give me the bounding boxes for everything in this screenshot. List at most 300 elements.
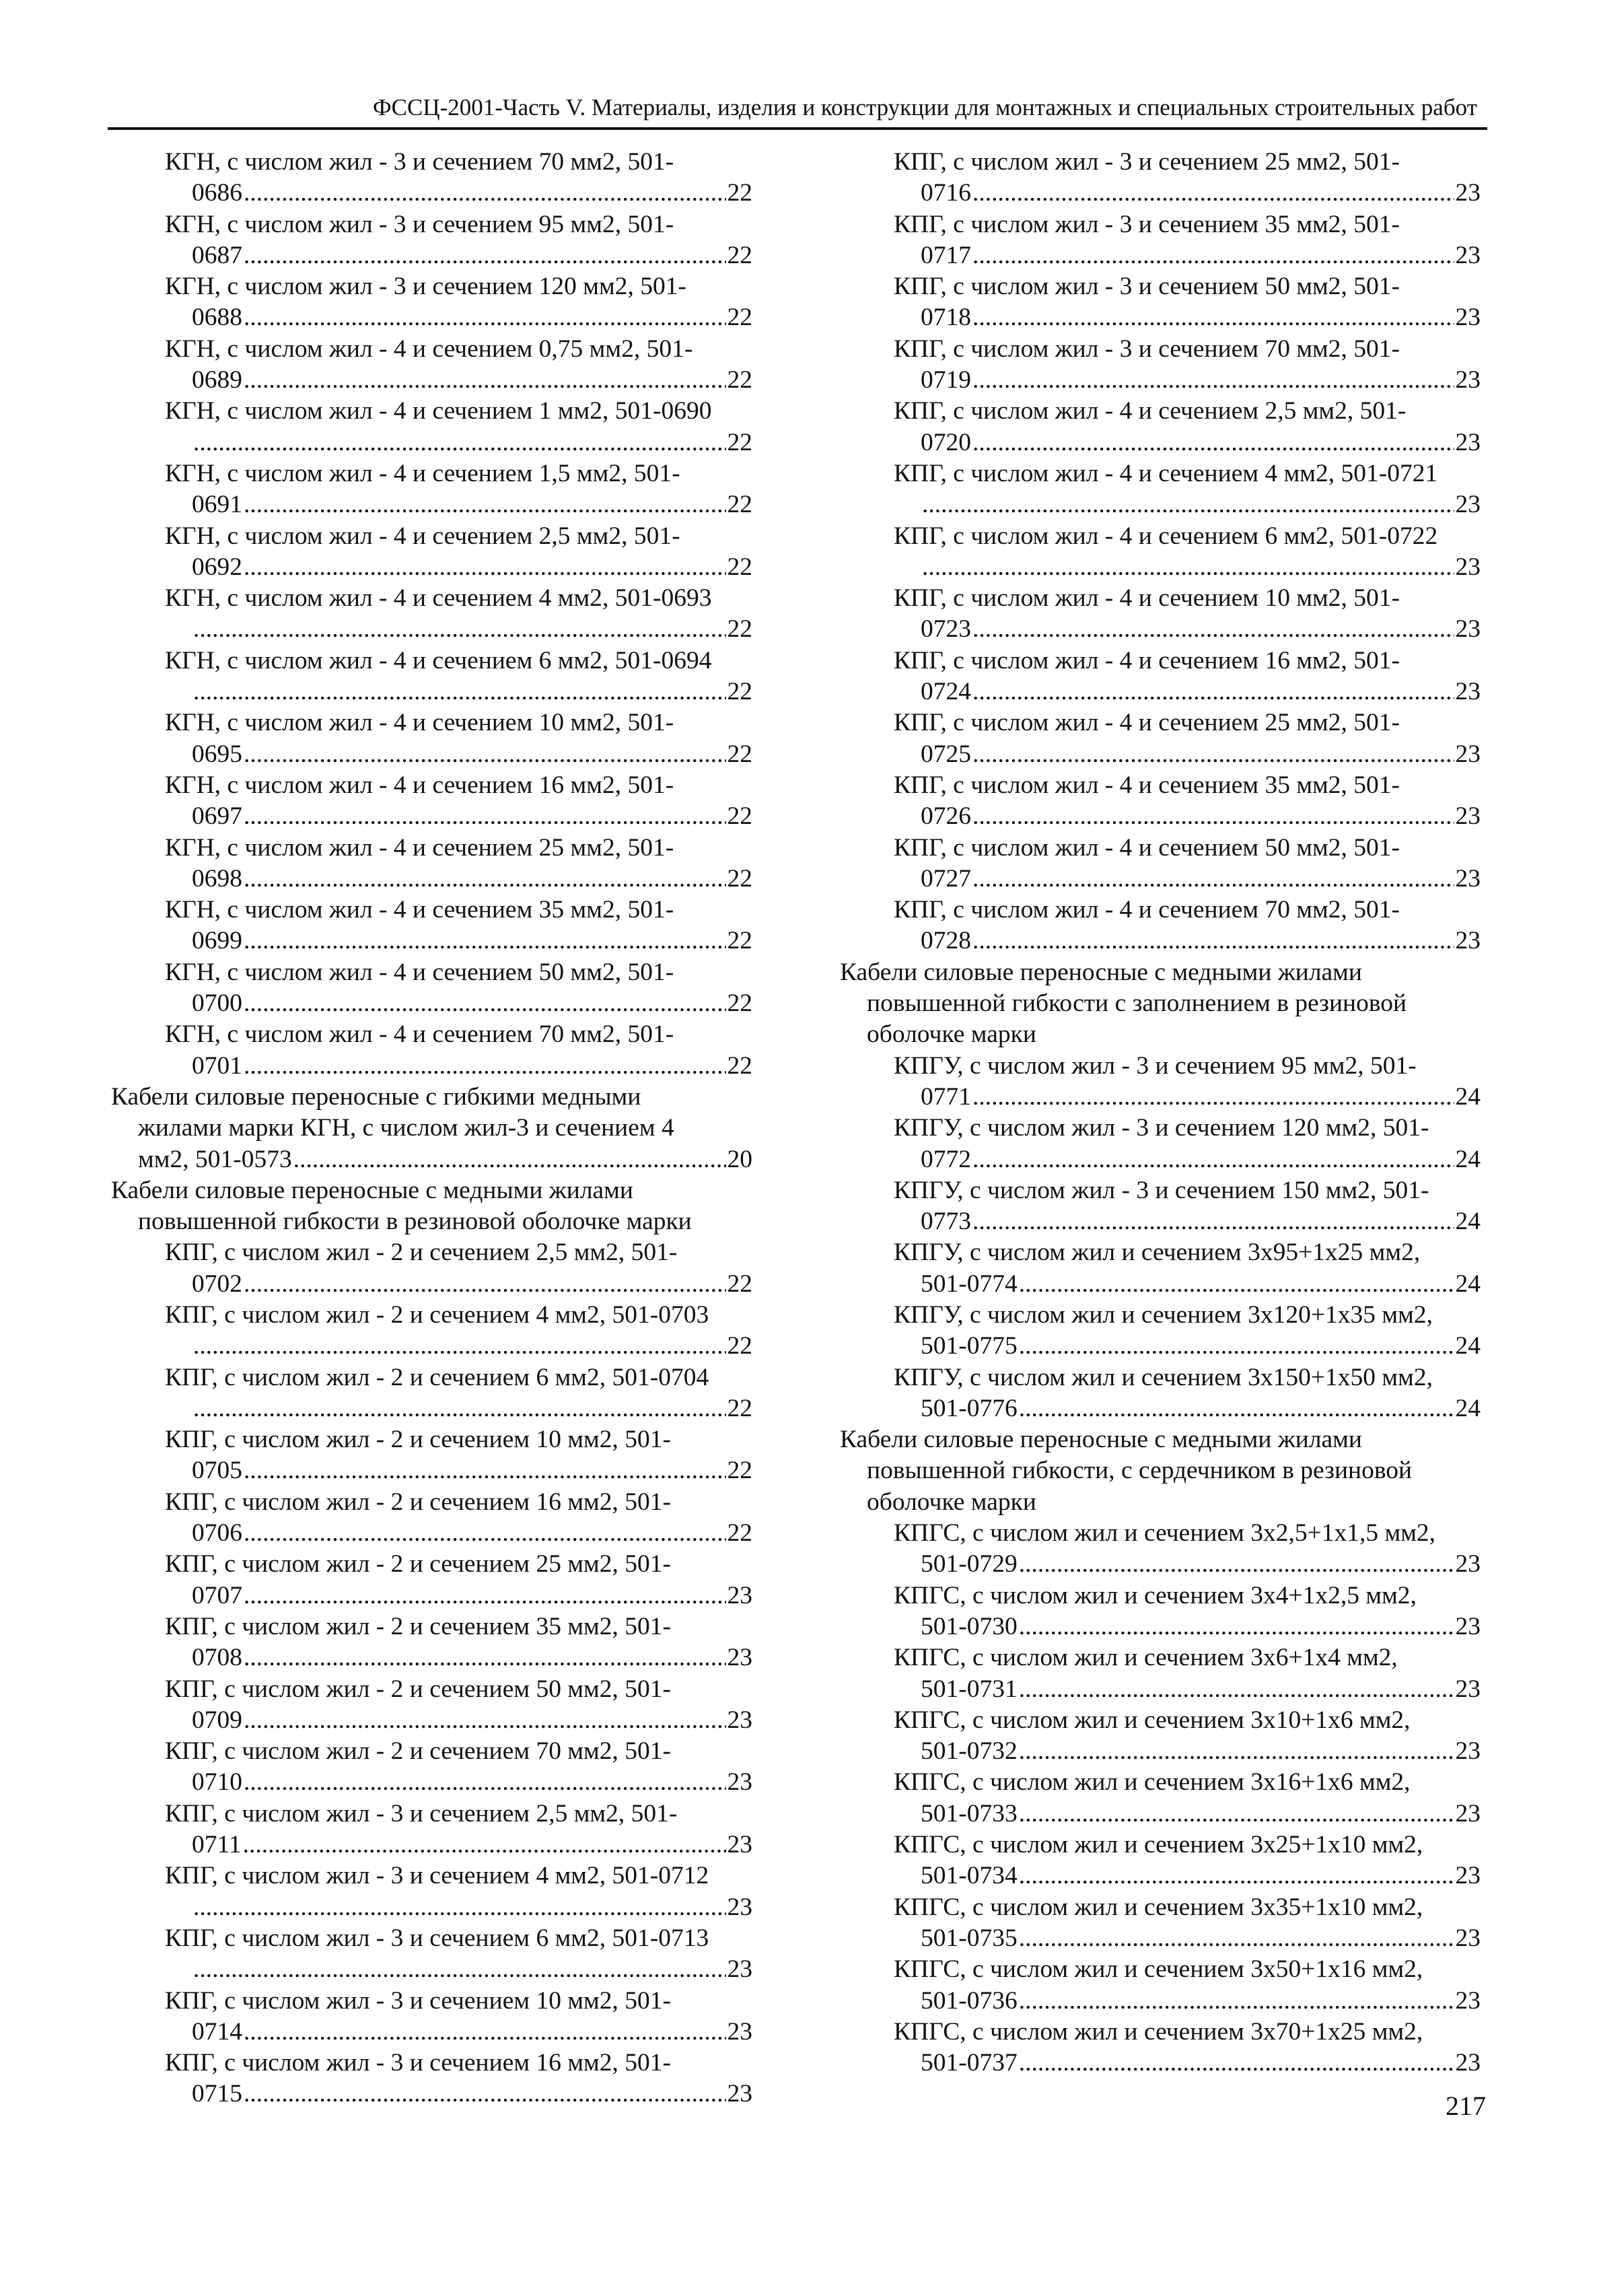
dot-leader <box>1019 1269 1454 1300</box>
entry-page: 24 <box>1455 1332 1481 1360</box>
category-last-line <box>111 1144 752 1175</box>
entry-code: 0698 <box>192 864 242 893</box>
entry-page: 23 <box>727 1581 752 1609</box>
entry-title: КПГ, с числом жил - 2 и сечением 4 мм2, 501-0703 <box>165 1300 709 1329</box>
entry-continuation <box>894 365 1481 396</box>
dot-leader <box>243 1830 726 1860</box>
dot-leader <box>193 1393 726 1424</box>
index-category <box>840 957 1481 1051</box>
dot-leader <box>244 1705 726 1736</box>
entry-continuation <box>165 2079 752 2110</box>
entry-page: 23 <box>1455 927 1481 955</box>
entry-page: 23 <box>1455 491 1481 519</box>
entry-code: 0720 <box>921 428 971 456</box>
entry-title: КПГ, с числом жил - 4 и сечением 70 мм2, 501- <box>894 896 1400 924</box>
page-number: 217 <box>1446 2091 1486 2121</box>
entry-title: КПГ, с числом жил - 3 и сечением 10 мм2, 501- <box>165 1986 672 2015</box>
entry-page: 22 <box>727 179 752 207</box>
entry-page: 23 <box>1455 802 1481 831</box>
entry-page: 24 <box>1455 1208 1481 1236</box>
entry-title: КПГ, с числом жил - 4 и сечением 10 мм2, 501- <box>894 584 1400 613</box>
dot-leader <box>972 1206 1454 1237</box>
entry-title: КПГС, с числом жил и сечением 3х16+1х6 мм2, <box>894 1768 1411 1797</box>
dot-leader <box>972 365 1454 396</box>
dot-leader <box>193 614 726 645</box>
dot-leader <box>244 864 726 895</box>
index-entry <box>894 147 1481 209</box>
index-entry <box>165 1019 752 1082</box>
index-entry <box>165 707 752 770</box>
entry-continuation <box>165 676 752 707</box>
entry-continuation <box>165 2017 752 2048</box>
entry-continuation <box>894 2048 1481 2079</box>
entry-title: КГН, с числом жил - 4 и сечением 10 мм2, 501- <box>165 709 674 737</box>
entry-title: КПГУ, с числом жил - 3 и сечением 95 мм2, 501- <box>894 1051 1417 1080</box>
entry-continuation <box>894 489 1481 520</box>
entry-page: 22 <box>727 241 752 269</box>
entry-code: 0700 <box>192 989 242 1018</box>
entry-code: 0773 <box>921 1208 971 1236</box>
entry-continuation <box>165 1767 752 1798</box>
entry-continuation <box>894 1860 1481 1891</box>
entry-code: 0707 <box>192 1581 242 1609</box>
entry-continuation <box>894 1393 1481 1424</box>
entry-page: 22 <box>727 927 752 955</box>
index-entry <box>894 1892 1481 1955</box>
index-entry <box>894 1518 1481 1580</box>
entry-title: КПГС, с числом жил и сечением 3х50+1х16 мм2, <box>894 1955 1423 1984</box>
dot-leader <box>244 178 726 209</box>
index-entry <box>894 2017 1481 2079</box>
dot-leader <box>193 1892 726 1923</box>
entry-title: КПГС, с числом жил и сечением 3х35+1х10 мм2, <box>894 1893 1423 1921</box>
index-entry <box>894 1767 1481 1830</box>
entry-page: 24 <box>1455 1082 1481 1111</box>
dot-leader <box>244 988 726 1019</box>
dot-leader <box>293 1144 726 1175</box>
index-entry <box>165 209 752 272</box>
entry-continuation <box>165 926 752 956</box>
entry-title: КПГ, с числом жил - 4 и сечением 4 мм2, 501-0721 <box>894 459 1438 487</box>
entry-continuation <box>894 1144 1481 1175</box>
entry-title: КГН, с числом жил - 4 и сечением 1 мм2, 501-0690 <box>165 397 712 425</box>
dot-leader <box>244 1455 726 1486</box>
entry-page: 23 <box>727 2080 752 2108</box>
entry-continuation <box>165 240 752 271</box>
entry-title: КПГ, с числом жил - 2 и сечением 2,5 мм2, 501- <box>165 1239 678 1267</box>
entry-title: КПГС, с числом жил и сечением 3х70+1х25 мм2, <box>894 2017 1423 2046</box>
dot-leader <box>1019 1736 1454 1767</box>
entry-page: 23 <box>727 1955 752 1984</box>
entry-page: 22 <box>727 553 752 581</box>
index-entry <box>165 521 752 584</box>
entry-code: 0688 <box>192 304 242 332</box>
entry-title: КПГС, с числом жил и сечением 3х25+1х10 мм2, <box>894 1831 1423 1859</box>
dot-leader <box>244 552 726 583</box>
entry-page: 23 <box>1455 1799 1481 1828</box>
entry-continuation <box>894 614 1481 645</box>
index-entry <box>165 646 752 708</box>
entry-code: 0686 <box>192 179 242 207</box>
entry-title: КПГС, с числом жил и сечением 3х2,5+1х1,5 мм2, <box>894 1519 1436 1547</box>
entry-page: 24 <box>1455 1394 1481 1422</box>
entry-title: КГН, с числом жил - 3 и сечением 120 мм2, 501- <box>165 273 686 301</box>
header-rule <box>108 127 1487 130</box>
dot-leader <box>193 676 726 707</box>
entry-continuation <box>165 489 752 520</box>
entry-continuation <box>165 1269 752 1300</box>
entry-title: КГН, с числом жил - 4 и сечением 70 мм2, 501- <box>165 1020 674 1049</box>
index-entry <box>165 2048 752 2110</box>
entry-title: КПГ, с числом жил - 2 и сечением 50 мм2, 501- <box>165 1675 672 1703</box>
entry-page: 24 <box>1455 1269 1481 1298</box>
entry-title: КГН, с числом жил - 4 и сечением 2,5 мм2, 501- <box>165 522 680 550</box>
entry-continuation <box>165 1331 752 1362</box>
entry-page: 23 <box>727 1706 752 1734</box>
entry-continuation <box>894 1986 1481 2017</box>
entry-code: 0705 <box>192 1457 242 1485</box>
entry-code: 0697 <box>192 802 242 831</box>
category-line: оболочке марки <box>867 1020 1036 1049</box>
index-entry <box>165 334 752 396</box>
index-entry <box>894 583 1481 646</box>
entry-code: 0711 <box>192 1831 242 1859</box>
index-category <box>111 1175 752 1238</box>
entry-continuation <box>894 1611 1481 1642</box>
index-entry <box>165 1549 752 1611</box>
dot-leader <box>1019 1549 1454 1580</box>
index-entry <box>165 1923 752 1986</box>
entry-code: 0771 <box>921 1082 971 1111</box>
index-category <box>840 1424 1481 1518</box>
entry-page: 23 <box>1455 1550 1481 1578</box>
entry-page: 22 <box>727 491 752 519</box>
entry-title: КГН, с числом жил - 3 и сечением 70 мм2, 501- <box>165 148 674 176</box>
entry-continuation <box>894 1736 1481 1767</box>
entry-code: 0719 <box>921 366 971 394</box>
index-category <box>111 1082 752 1175</box>
entry-title: КПГС, с числом жил и сечением 3х6+1х4 мм2, <box>894 1644 1398 1672</box>
dot-leader <box>972 864 1454 895</box>
entry-code: 501-0730 <box>921 1612 1018 1640</box>
entry-title: КПГ, с числом жил - 4 и сечением 2,5 мм2, 501- <box>894 397 1407 425</box>
entry-page: 23 <box>1455 304 1481 332</box>
dot-leader <box>1019 2048 1454 2079</box>
entry-title: КПГ, с числом жил - 3 и сечением 50 мм2, 501- <box>894 273 1400 301</box>
entry-page: 22 <box>727 1457 752 1485</box>
dot-leader <box>244 1767 726 1798</box>
index-entry <box>894 1954 1481 2017</box>
index-column-left <box>111 147 752 2110</box>
index-entry <box>165 1362 752 1425</box>
entry-code: 501-0733 <box>921 1799 1018 1828</box>
entry-code: 0716 <box>921 179 971 207</box>
entry-title: КГН, с числом жил - 4 и сечением 25 мм2, 501- <box>165 833 674 862</box>
dot-leader <box>972 178 1454 209</box>
index-entry <box>165 396 752 458</box>
entry-continuation <box>165 988 752 1019</box>
entry-code: 0726 <box>921 802 971 831</box>
entry-code: 501-0736 <box>921 1986 1018 2015</box>
index-entry <box>894 1705 1481 1768</box>
entry-code: 0724 <box>921 678 971 706</box>
entry-page: 23 <box>1455 678 1481 706</box>
dot-leader <box>244 1269 726 1300</box>
dot-leader <box>922 552 1454 583</box>
entry-title: КПГУ, с числом жил и сечением 3х95+1х25 мм2, <box>894 1239 1421 1267</box>
index-entry <box>165 1986 752 2048</box>
entry-continuation <box>165 427 752 458</box>
dot-leader <box>972 240 1454 271</box>
index-entry <box>165 583 752 646</box>
entry-continuation <box>894 1674 1481 1705</box>
entry-continuation <box>894 1331 1481 1362</box>
index-entry <box>165 1424 752 1487</box>
dot-leader <box>244 926 726 956</box>
entry-code: 501-0775 <box>921 1332 1018 1360</box>
dot-leader <box>244 240 726 271</box>
category-line: Кабели силовые переносные с медными жилами <box>840 1426 1362 1454</box>
index-entry <box>894 458 1481 521</box>
entry-page: 23 <box>1455 1986 1481 2015</box>
dot-leader <box>972 1144 1454 1175</box>
entry-code: 501-0737 <box>921 2049 1018 2077</box>
entry-continuation <box>894 1549 1481 1580</box>
dot-leader <box>244 302 726 333</box>
entry-title: КПГ, с числом жил - 3 и сечением 16 мм2, 501- <box>165 2049 672 2077</box>
dot-leader <box>1019 1986 1454 2017</box>
entry-continuation <box>894 1799 1481 1830</box>
index-entry <box>165 147 752 209</box>
index-entry <box>894 707 1481 770</box>
entry-continuation <box>894 1206 1481 1237</box>
entry-title: КПГ, с числом жил - 4 и сечением 25 мм2, 501- <box>894 709 1400 737</box>
entry-title: КПГ, с числом жил - 4 и сечением 16 мм2, 501- <box>894 646 1400 674</box>
entry-page: 23 <box>1455 1675 1481 1703</box>
entry-title: КПГ, с числом жил - 3 и сечением 35 мм2, 501- <box>894 210 1400 238</box>
entry-continuation <box>894 427 1481 458</box>
entry-page: 22 <box>727 1332 752 1360</box>
dot-leader <box>972 302 1454 333</box>
entry-title: КПГ, с числом жил - 2 и сечением 25 мм2, 501- <box>165 1550 672 1578</box>
entry-code: 0723 <box>921 615 971 643</box>
entry-page: 22 <box>727 802 752 831</box>
entry-title: КПГ, с числом жил - 2 и сечением 35 мм2, 501- <box>165 1612 672 1640</box>
dot-leader <box>1019 1331 1454 1362</box>
entry-title: КПГ, с числом жил - 4 и сечением 6 мм2, 501-0722 <box>894 522 1438 550</box>
entry-continuation <box>894 739 1481 770</box>
entry-title: КГН, с числом жил - 3 и сечением 95 мм2, 501- <box>165 210 674 238</box>
entry-title: КПГ, с числом жил - 4 и сечением 35 мм2, 501- <box>894 771 1400 799</box>
index-entry <box>894 1580 1481 1643</box>
entry-code: 0702 <box>192 1269 242 1298</box>
entry-title: КПГ, с числом жил - 2 и сечением 10 мм2, 501- <box>165 1426 672 1454</box>
entry-continuation <box>894 1082 1481 1113</box>
entry-code: 0718 <box>921 304 971 332</box>
entry-continuation <box>894 864 1481 895</box>
entry-page: 22 <box>727 1519 752 1547</box>
dot-leader <box>244 1051 726 1082</box>
index-entry <box>894 521 1481 584</box>
dot-leader <box>244 739 726 770</box>
index-entry <box>165 1237 752 1300</box>
entry-code: 0695 <box>192 740 242 768</box>
entry-title: КПГ, с числом жил - 3 и сечением 2,5 мм2, 501- <box>165 1799 678 1828</box>
entry-code: 0772 <box>921 1145 971 1173</box>
entry-title: КПГС, с числом жил и сечением 3х4+1х2,5 мм2, <box>894 1581 1417 1609</box>
index-entry <box>165 1487 752 1550</box>
entry-page: 22 <box>727 366 752 394</box>
dot-leader <box>244 1580 726 1611</box>
entry-title: КПГ, с числом жил - 4 и сечением 50 мм2, 501- <box>894 833 1400 862</box>
entry-continuation <box>894 801 1481 832</box>
entry-page: 24 <box>1455 1145 1481 1173</box>
entry-code: 501-0729 <box>921 1550 1018 1578</box>
index-entry <box>894 833 1481 895</box>
entry-code: 0699 <box>192 927 242 955</box>
index-entry <box>894 1237 1481 1300</box>
dot-leader <box>244 1642 726 1673</box>
entry-title: КПГ, с числом жил - 2 и сечением 6 мм2, 501-0704 <box>165 1363 709 1391</box>
entry-continuation <box>894 1269 1481 1300</box>
dot-leader <box>972 614 1454 645</box>
entry-page: 23 <box>1455 2049 1481 2077</box>
index-entry <box>165 1611 752 1674</box>
entry-title: КГН, с числом жил - 4 и сечением 6 мм2, 501-0694 <box>165 646 712 674</box>
index-entry <box>894 1642 1481 1705</box>
entry-continuation <box>894 926 1481 956</box>
dot-leader <box>244 489 726 520</box>
entry-code: 501-0734 <box>921 1862 1018 1890</box>
entry-title: КПГУ, с числом жил - 3 и сечением 150 мм2, 501- <box>894 1176 1429 1204</box>
category-line: Кабели силовые переносные с медными жилами <box>111 1176 633 1204</box>
index-entry <box>165 895 752 957</box>
index-entry <box>894 209 1481 272</box>
entry-title: КГН, с числом жил - 4 и сечением 16 мм2, 501- <box>165 771 674 799</box>
entry-page: 23 <box>1455 1862 1481 1890</box>
entry-code: 501-0735 <box>921 1924 1018 1952</box>
entry-page: 22 <box>727 615 752 643</box>
dot-leader <box>1019 1393 1454 1424</box>
entry-title: КГН, с числом жил - 4 и сечением 0,75 мм2, 501- <box>165 335 693 363</box>
dot-leader <box>1019 1611 1454 1642</box>
dot-leader <box>244 1518 726 1549</box>
entry-page: 23 <box>1455 1737 1481 1766</box>
dot-leader <box>1019 1674 1454 1705</box>
entry-continuation <box>165 1830 752 1860</box>
index-entry <box>894 1300 1481 1362</box>
entry-title: КГН, с числом жил - 4 и сечением 50 мм2, 501- <box>165 958 674 986</box>
dot-leader <box>972 926 1454 956</box>
dot-leader <box>972 676 1454 707</box>
dot-leader <box>244 801 726 832</box>
entry-title: КГН, с числом жил - 4 и сечением 4 мм2, 501-0693 <box>165 584 712 613</box>
dot-leader <box>193 427 726 458</box>
category-line: повышенной гибкости, с сердечником в резиновой <box>867 1457 1413 1485</box>
entry-continuation <box>894 676 1481 707</box>
dot-leader <box>1019 1799 1454 1830</box>
entry-page: 22 <box>727 989 752 1018</box>
entry-continuation <box>894 178 1481 209</box>
category-line: оболочке марки <box>867 1488 1036 1516</box>
entry-continuation <box>165 1518 752 1549</box>
entry-code: 0709 <box>192 1706 242 1734</box>
entry-continuation <box>165 1580 752 1611</box>
entry-continuation <box>165 552 752 583</box>
entry-title: КГН, с числом жил - 4 и сечением 35 мм2, 501- <box>165 896 674 924</box>
entry-continuation <box>165 739 752 770</box>
index-entry <box>894 334 1481 396</box>
entry-code: 0687 <box>192 241 242 269</box>
entry-title: КГН, с числом жил - 4 и сечением 1,5 мм2, 501- <box>165 459 680 487</box>
entry-code: 0714 <box>192 2017 242 2046</box>
entry-code: 0710 <box>192 1768 242 1797</box>
index-entry <box>165 1300 752 1362</box>
entry-continuation <box>165 614 752 645</box>
entry-page: 23 <box>1455 864 1481 893</box>
entry-page: 23 <box>1455 241 1481 269</box>
entry-code: 0715 <box>192 2080 242 2108</box>
entry-page: 22 <box>727 1051 752 1080</box>
entry-page: 23 <box>727 2017 752 2046</box>
entry-code: 501-0776 <box>921 1394 1018 1422</box>
index-entry <box>894 396 1481 458</box>
entry-page: 22 <box>727 1269 752 1298</box>
index-entry <box>894 1175 1481 1238</box>
category-line: Кабели силовые переносные с медными жилами <box>840 958 1362 986</box>
dot-leader <box>1019 1923 1454 1954</box>
entry-code: 501-0732 <box>921 1737 1018 1766</box>
entry-title: КПГУ, с числом жил - 3 и сечением 120 мм2, 501- <box>894 1114 1429 1142</box>
entry-code: 501-0731 <box>921 1675 1018 1703</box>
entry-title: КПГ, с числом жил - 3 и сечением 4 мм2, 501-0712 <box>165 1862 709 1890</box>
index-entry <box>894 770 1481 833</box>
entry-page: 23 <box>1455 740 1481 768</box>
dot-leader <box>1019 1860 1454 1891</box>
entry-page: 23 <box>1455 179 1481 207</box>
entry-title: КПГ, с числом жил - 3 и сечением 70 мм2, 501- <box>894 335 1400 363</box>
dot-leader <box>972 739 1454 770</box>
entry-code: 0708 <box>192 1644 242 1672</box>
entry-code: 0717 <box>921 241 971 269</box>
index-entry <box>165 1736 752 1799</box>
entry-continuation <box>894 240 1481 271</box>
entry-continuation <box>165 1455 752 1486</box>
index-entry <box>165 1860 752 1923</box>
dot-leader <box>244 2017 726 2048</box>
entry-page: 23 <box>727 1644 752 1672</box>
index-column-right <box>840 147 1481 2079</box>
dot-leader <box>193 1331 726 1362</box>
dot-leader <box>972 1082 1454 1113</box>
entry-page: 22 <box>727 304 752 332</box>
entry-continuation <box>165 1642 752 1673</box>
entry-title: КПГ, с числом жил - 3 и сечением 6 мм2, 501-0713 <box>165 1924 709 1952</box>
entry-code: 0689 <box>192 366 242 394</box>
entry-page: 22 <box>727 428 752 456</box>
entry-continuation <box>165 864 752 895</box>
index-entry <box>165 770 752 833</box>
entry-code: 0701 <box>192 1051 242 1080</box>
entry-title: КПГ, с числом жил - 2 и сечением 16 мм2, 501- <box>165 1488 672 1516</box>
dot-leader <box>972 427 1454 458</box>
entry-code: 0727 <box>921 864 971 893</box>
entry-page: 23 <box>1455 553 1481 581</box>
entry-code: 0692 <box>192 553 242 581</box>
entry-continuation <box>165 801 752 832</box>
entry-title: КПГС, с числом жил и сечением 3х10+1х6 мм2, <box>894 1706 1411 1734</box>
category-line: жилами марки КГН, с числом жил-3 и сечением 4 <box>138 1114 674 1142</box>
